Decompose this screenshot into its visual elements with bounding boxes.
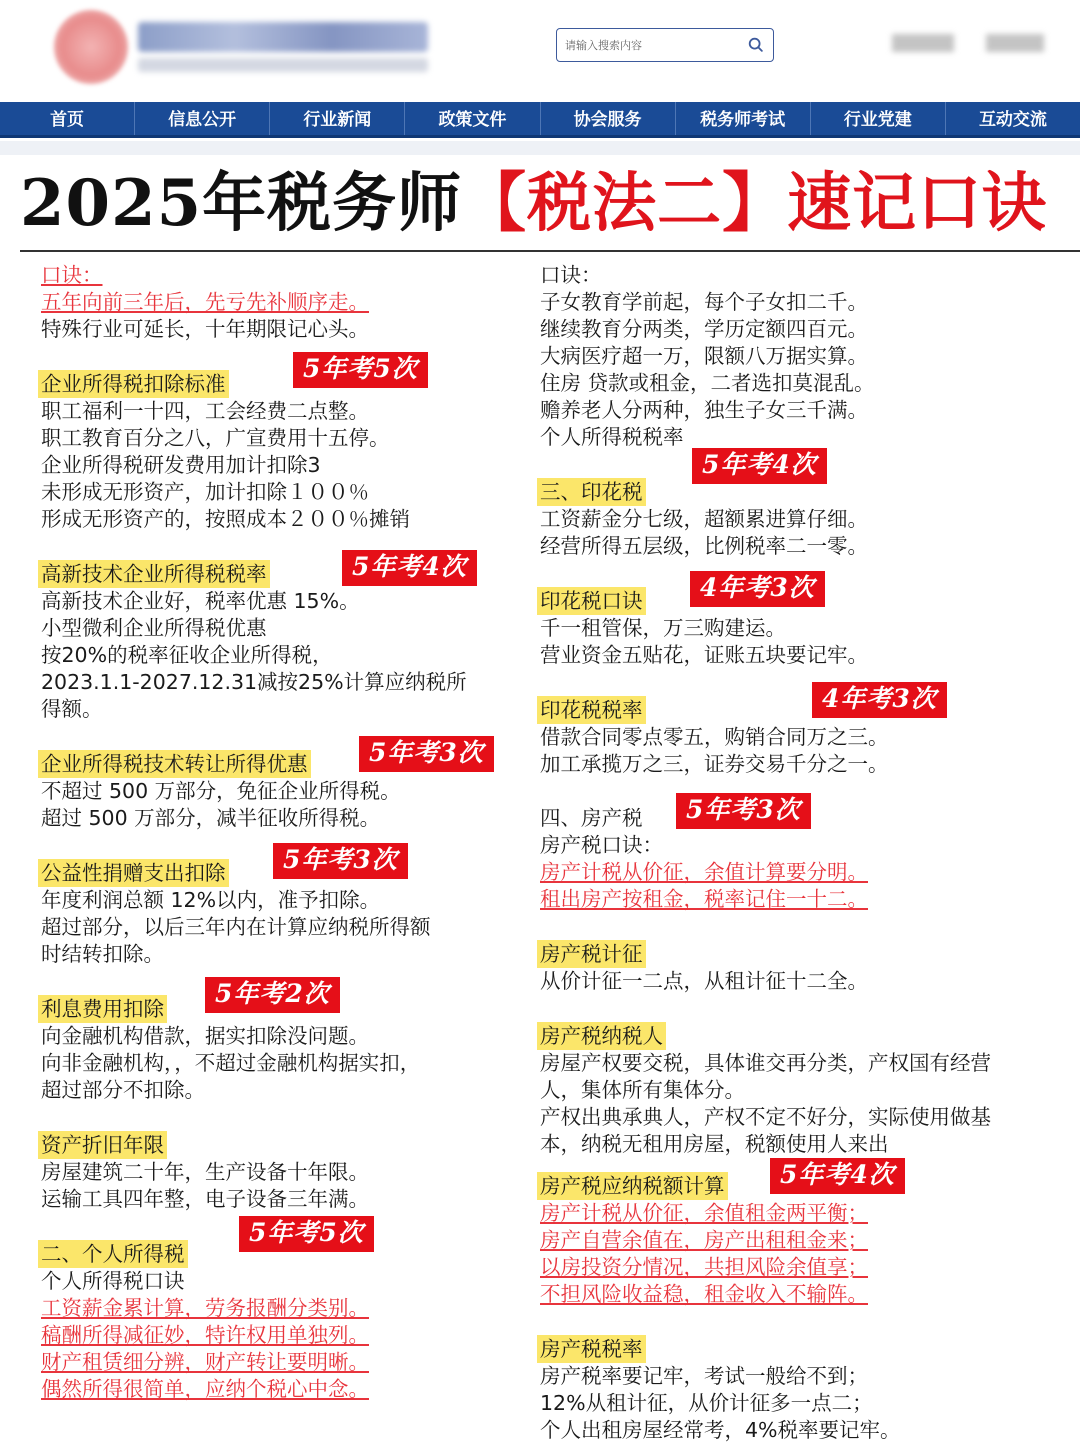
content-line: 向非金融机构，，不超过金融机构据实扣， [41,1051,421,1075]
content-line: 大病医疗超一万，限额八万据实算。 [540,344,868,368]
section-depreciation [41,1131,511,1213]
mnemonic-label: 口诀： [41,263,103,287]
exam-frequency-badge: 5年考5次 [293,352,428,388]
content-line: 产权出典承典人，产权不定不好分，实际使用做基 [540,1105,991,1129]
mnemonic-line: 房产自营余值在，房产出租租金来； [540,1228,868,1252]
nav-home[interactable]: 首页 [0,102,135,135]
section-heading: 房产税计征 [537,940,646,968]
main-nav [0,102,1080,138]
nav-party-building[interactable]: 行业党建 [811,102,946,135]
content-line: 按20%的税率征收企业所得税， [41,643,333,667]
section-stamp-tax-rate [540,684,1060,778]
left-column [41,262,511,1403]
content-line: 企业所得税研发费用加计扣除3 [41,453,321,477]
nav-shadow [0,141,1080,155]
exam-frequency-badge: 5年考3次 [359,736,494,772]
content-line: 工资薪金分七级，超额累进算仔细。 [540,507,868,531]
content-line: 未形成无形资产，加计扣除１００％ [41,480,369,504]
content-line: 加工承揽万之三，证券交易千分之一。 [540,752,889,776]
section-property-taxpayer [540,1022,1060,1158]
content-line: 向金融机构借款，据实扣除没问题。 [41,1024,369,1048]
content-line: 从价计征一二点，从租计征十二全。 [540,969,868,993]
exam-frequency-badge: 5年考4次 [342,550,477,586]
search-box [556,28,774,62]
content-line: 形成无形资产的，按照成本２００％摊销 [41,507,410,531]
content-line: 超过部分，以后三年内在计算应纳税所得额 [41,915,431,939]
content-line: 营业资金五贴花，证账五块要记牢。 [540,643,868,667]
mnemonic-line: 房产计税从价征，余值计算要分明。 [540,860,868,884]
nav-industry-news[interactable]: 行业新闻 [270,102,405,135]
section-heading: 房产税纳税人 [537,1022,666,1050]
mnemonic-line: 特殊行业可延长，十年期限记心头。 [41,317,369,341]
section-heading: 印花税口诀 [537,587,646,615]
content-line: 借款合同零点零五，购销合同万之三。 [540,725,889,749]
content-line: 经营所得五层级，比例税率二一零。 [540,534,868,558]
site-header [0,0,1080,102]
section-heading: 印花税税率 [537,696,646,724]
content-line: 本，纳税无租用房屋，税额使用人来出 [540,1132,889,1156]
section-individual-income-tax [41,1218,511,1403]
logo-subtitle-blurred [138,58,428,72]
logo-title-blurred[interactable] [138,22,428,52]
content-line: 高新技术企业好，税率优惠 15%。 [41,589,360,613]
section-interest-expense [41,979,511,1104]
mnemonic-line: 房产计税从价征，余值租金两平衡； [540,1201,868,1225]
section-heading: 企业所得税扣除标准 [38,370,229,398]
mnemonic-line: 不担风险收益稳，租金收入不输阵。 [540,1282,868,1306]
content-line: 2023.1.1-2027.12.31减按25%计算应纳税所 [41,670,467,694]
exam-frequency-badge: 5年考3次 [273,843,408,879]
exam-frequency-badge: 5年考5次 [239,1216,374,1252]
section-heading: 利息费用扣除 [38,995,167,1023]
mnemonic-line: 工资薪金累计算，劳务报酬分类别。 [41,1296,369,1320]
nav-interaction[interactable]: 互动交流 [978,110,1047,130]
exam-frequency-badge: 4年考3次 [690,571,825,607]
content-line: 住房 贷款或租金，二者选扣莫混乱。 [540,371,875,395]
section-heading: 二、个人所得税 [38,1240,188,1268]
mnemonic-line: 五年向前三年后，先亏先补顺序走。 [41,290,369,314]
logo-emblem[interactable] [54,10,128,84]
content-line: 房产税口诀： [540,833,663,857]
content-line: 房屋建筑二十年，生产设备十年限。 [41,1160,369,1184]
section-heading: 房产税应纳税额计算 [537,1172,728,1200]
section-heading: 公益性捐赠支出扣除 [38,859,229,887]
section-hightech-rate [41,552,511,723]
search-input[interactable] [565,35,735,55]
page-title [20,160,1080,248]
content-line: 个人出租房屋经常考，4%税率要记牢。 [540,1418,901,1442]
mnemonic-line: 财产租赁细分辨，财产转让要明晰。 [41,1350,369,1374]
login-link-blurred[interactable] [892,34,954,52]
mnemonic-line: 偶然所得很简单，应纳个税心中念。 [41,1377,369,1401]
page-title-highlight: 【税法二】速记口诀 [462,166,1048,241]
section-heading: 房产税税率 [537,1335,646,1363]
content-line: 超过部分不扣除。 [41,1078,205,1102]
section-property-tax-rate [540,1335,1060,1443]
nav-association-services[interactable]: 协会服务 [541,102,676,135]
right-column [540,262,1060,1443]
content-line: 个人所得税口诀 [41,1269,185,1293]
content-line: 职工福利一十四，工会经费二点整。 [41,399,369,423]
content-line: 职工教育百分之八，广宣费用十五停。 [41,426,390,450]
nav-policy-documents[interactable]: 政策文件 [405,102,540,135]
content-line: 不超过 500 万部分，免征企业所得税。 [41,779,401,803]
content-line: 千一租管保，万三购建运。 [540,616,786,640]
section-stamp-tax-mnemonic [540,573,1060,669]
exam-frequency-badge: 5年考4次 [692,448,827,484]
mnemonic-line: 以房投资分情况，共担风险余值享； [540,1255,868,1279]
content-line: 时结转扣除。 [41,942,164,966]
content-line: 人，集体所有集体分。 [540,1078,745,1102]
nav-info-disclosure[interactable]: 信息公开 [135,102,270,135]
section-stamp-tax [540,450,1060,560]
content-line: 继续教育分两类，学历定额四百元。 [540,317,868,341]
section-cit-deduction [41,354,511,533]
mnemonic-line: 稿酬所得减征妙，特许权用单独列。 [41,1323,369,1347]
content-line: 小型微利企业所得税优惠 [41,616,267,640]
content-line: 得额。 [41,697,103,721]
content-line: 运输工具四年整，电子设备三年满。 [41,1187,369,1211]
section-property-tax-calculation [540,1160,1060,1308]
content-line: 房产税率要记牢，考试一般给不到； [540,1364,868,1388]
section-charitable-donation [41,845,511,968]
exam-frequency-badge: 5年考4次 [770,1158,905,1194]
title-divider [20,250,1080,252]
section-tech-transfer [41,738,511,832]
search-icon[interactable] [747,36,765,54]
exam-frequency-badge: 4年考3次 [812,682,947,718]
content-line: 子女教育学前起，每个子女扣二千。 [540,290,868,314]
register-link-blurred[interactable] [986,34,1044,52]
exam-frequency-badge: 5年考2次 [205,977,340,1013]
mnemonic-label: 口诀： [540,263,602,287]
section-property-tax [540,795,1060,913]
section-property-tax-basis [540,940,1060,995]
content-line: 个人所得税税率 [540,425,684,449]
section-heading: 资产折旧年限 [38,1131,167,1159]
exam-frequency-badge: 5年考3次 [676,793,811,829]
mnemonic-line: 租出房产按租金，税率记住一十二。 [540,887,868,911]
content-line: 年度利润总额 12%以内，准予扣除。 [41,888,381,912]
page-title-main: 2025年税务师 [20,166,463,241]
content-line: 12%从租计征，从价计征多一点二； [540,1391,873,1415]
section-heading: 企业所得税技术转让所得优惠 [38,750,311,778]
section-heading: 高新技术企业所得税税率 [38,560,270,588]
section-heading: 四、房产税 [540,806,643,830]
section-heading: 三、印花税 [537,478,646,506]
content-line: 赡养老人分两种，独生子女三千满。 [540,398,868,422]
content-line: 超过 500 万部分，减半征收所得税。 [41,806,381,830]
content-line: 房屋产权要交税，具体谁交再分类，产权国有经营 [540,1051,991,1075]
nav-tax-agent-exam[interactable]: 税务师考试 [676,102,811,135]
